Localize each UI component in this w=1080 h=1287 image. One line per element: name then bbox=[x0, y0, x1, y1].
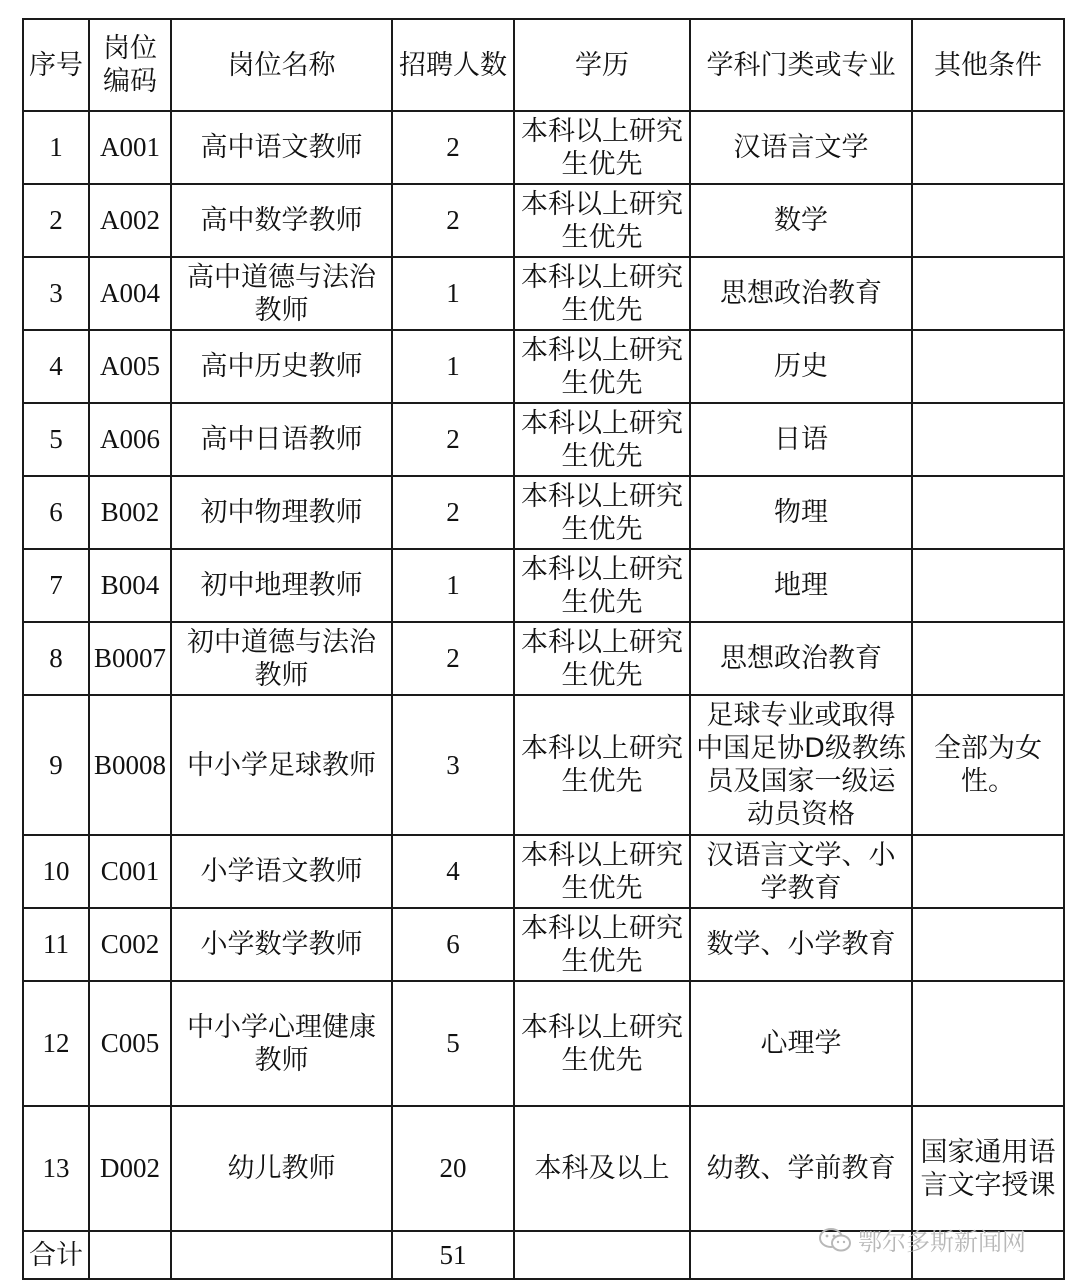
cell-code: B004 bbox=[89, 549, 171, 622]
cell-edu: 本科以上研究生优先 bbox=[514, 622, 690, 695]
cell-count: 2 bbox=[392, 622, 514, 695]
cell-major: 数学 bbox=[690, 184, 912, 257]
cell-count: 20 bbox=[392, 1106, 514, 1231]
cell-major: 汉语言文学、小学教育 bbox=[690, 835, 912, 908]
cell-major: 思想政治教育 bbox=[690, 257, 912, 330]
cell-code: A001 bbox=[89, 111, 171, 184]
cell-count: 3 bbox=[392, 695, 514, 835]
cell-code: A005 bbox=[89, 330, 171, 403]
table-row bbox=[23, 695, 1064, 835]
watermark-text: 鄂尔多斯新闻网 bbox=[858, 1228, 1026, 1256]
cell-seq: 13 bbox=[23, 1106, 89, 1231]
cell-code: C002 bbox=[89, 908, 171, 981]
cell-major: 日语 bbox=[690, 403, 912, 476]
cell-seq: 7 bbox=[23, 549, 89, 622]
header-other: 其他条件 bbox=[912, 19, 1064, 111]
cell-count: 1 bbox=[392, 330, 514, 403]
cell-seq: 11 bbox=[23, 908, 89, 981]
header-edu: 学历 bbox=[514, 19, 690, 111]
header-count: 招聘人数 bbox=[392, 19, 514, 111]
cell-major: 物理 bbox=[690, 476, 912, 549]
cell-count: 2 bbox=[392, 111, 514, 184]
cell-other: 全部为女性。 bbox=[912, 695, 1064, 835]
cell-other bbox=[912, 184, 1064, 257]
table-row bbox=[23, 184, 1064, 257]
empty-cell bbox=[89, 1231, 171, 1279]
cell-name: 初中地理教师 bbox=[171, 549, 392, 622]
cell-seq: 3 bbox=[23, 257, 89, 330]
cell-other bbox=[912, 476, 1064, 549]
cell-other bbox=[912, 257, 1064, 330]
cell-seq: 12 bbox=[23, 981, 89, 1106]
cell-edu: 本科及以上 bbox=[514, 1106, 690, 1231]
recruitment-table bbox=[22, 18, 1065, 1280]
table-row bbox=[23, 1106, 1064, 1231]
cell-seq: 4 bbox=[23, 330, 89, 403]
table-row bbox=[23, 549, 1064, 622]
cell-seq: 5 bbox=[23, 403, 89, 476]
cell-code: A004 bbox=[89, 257, 171, 330]
cell-seq: 1 bbox=[23, 111, 89, 184]
header-row bbox=[23, 19, 1064, 111]
cell-other bbox=[912, 908, 1064, 981]
cell-name: 幼儿教师 bbox=[171, 1106, 392, 1231]
table-row bbox=[23, 835, 1064, 908]
cell-code: B0007 bbox=[89, 622, 171, 695]
table-row bbox=[23, 330, 1064, 403]
cell-edu: 本科以上研究生优先 bbox=[514, 549, 690, 622]
table-row bbox=[23, 476, 1064, 549]
cell-name: 初中道德与法治教师 bbox=[171, 622, 392, 695]
cell-major: 足球专业或取得中国足协D级教练员及国家一级运动员资格 bbox=[690, 695, 912, 835]
cell-name: 小学语文教师 bbox=[171, 835, 392, 908]
cell-code: A002 bbox=[89, 184, 171, 257]
cell-edu: 本科以上研究生优先 bbox=[514, 111, 690, 184]
header-major: 学科门类或专业 bbox=[690, 19, 912, 111]
cell-other bbox=[912, 622, 1064, 695]
cell-other bbox=[912, 981, 1064, 1106]
cell-other bbox=[912, 835, 1064, 908]
cell-count: 2 bbox=[392, 184, 514, 257]
cell-major: 历史 bbox=[690, 330, 912, 403]
cell-name: 高中数学教师 bbox=[171, 184, 392, 257]
cell-name: 初中物理教师 bbox=[171, 476, 392, 549]
cell-other bbox=[912, 549, 1064, 622]
total-count: 51 bbox=[392, 1231, 514, 1279]
cell-count: 2 bbox=[392, 403, 514, 476]
empty-cell bbox=[514, 1231, 690, 1279]
cell-edu: 本科以上研究生优先 bbox=[514, 330, 690, 403]
cell-name: 高中历史教师 bbox=[171, 330, 392, 403]
table-row bbox=[23, 622, 1064, 695]
cell-code: D002 bbox=[89, 1106, 171, 1231]
cell-code: C001 bbox=[89, 835, 171, 908]
cell-name: 中小学心理健康教师 bbox=[171, 981, 392, 1106]
cell-seq: 2 bbox=[23, 184, 89, 257]
header-code: 岗位编码 bbox=[89, 19, 171, 111]
total-row bbox=[23, 1231, 1064, 1279]
cell-major: 汉语言文学 bbox=[690, 111, 912, 184]
header-name: 岗位名称 bbox=[171, 19, 392, 111]
cell-major: 心理学 bbox=[690, 981, 912, 1106]
cell-major: 地理 bbox=[690, 549, 912, 622]
cell-major: 幼教、学前教育 bbox=[690, 1106, 912, 1231]
table-row bbox=[23, 908, 1064, 981]
cell-code: A006 bbox=[89, 403, 171, 476]
cell-edu: 本科以上研究生优先 bbox=[514, 835, 690, 908]
header-seq: 序号 bbox=[23, 19, 89, 111]
table-row bbox=[23, 111, 1064, 184]
cell-other bbox=[912, 403, 1064, 476]
cell-edu: 本科以上研究生优先 bbox=[514, 403, 690, 476]
cell-name: 高中日语教师 bbox=[171, 403, 392, 476]
cell-name: 中小学足球教师 bbox=[171, 695, 392, 835]
cell-code: B002 bbox=[89, 476, 171, 549]
cell-name: 高中语文教师 bbox=[171, 111, 392, 184]
empty-cell bbox=[912, 1231, 1064, 1279]
cell-edu: 本科以上研究生优先 bbox=[514, 695, 690, 835]
cell-seq: 9 bbox=[23, 695, 89, 835]
cell-seq: 10 bbox=[23, 835, 89, 908]
cell-edu: 本科以上研究生优先 bbox=[514, 257, 690, 330]
cell-edu: 本科以上研究生优先 bbox=[514, 476, 690, 549]
cell-other bbox=[912, 330, 1064, 403]
cell-seq: 6 bbox=[23, 476, 89, 549]
empty-cell bbox=[171, 1231, 392, 1279]
cell-count: 1 bbox=[392, 257, 514, 330]
cell-major: 数学、小学教育 bbox=[690, 908, 912, 981]
cell-count: 5 bbox=[392, 981, 514, 1106]
table-row bbox=[23, 403, 1064, 476]
empty-cell bbox=[690, 1231, 912, 1279]
cell-other: 国家通用语言文字授课 bbox=[912, 1106, 1064, 1231]
cell-other bbox=[912, 111, 1064, 184]
cell-name: 高中道德与法治教师 bbox=[171, 257, 392, 330]
table-row bbox=[23, 257, 1064, 330]
cell-count: 4 bbox=[392, 835, 514, 908]
cell-edu: 本科以上研究生优先 bbox=[514, 184, 690, 257]
cell-seq: 8 bbox=[23, 622, 89, 695]
cell-code: B0008 bbox=[89, 695, 171, 835]
total-label: 合计 bbox=[23, 1231, 89, 1279]
cell-major: 思想政治教育 bbox=[690, 622, 912, 695]
cell-edu: 本科以上研究生优先 bbox=[514, 908, 690, 981]
cell-edu: 本科以上研究生优先 bbox=[514, 981, 690, 1106]
cell-count: 2 bbox=[392, 476, 514, 549]
cell-code: C005 bbox=[89, 981, 171, 1106]
table-row bbox=[23, 981, 1064, 1106]
cell-count: 1 bbox=[392, 549, 514, 622]
cell-count: 6 bbox=[392, 908, 514, 981]
cell-name: 小学数学教师 bbox=[171, 908, 392, 981]
